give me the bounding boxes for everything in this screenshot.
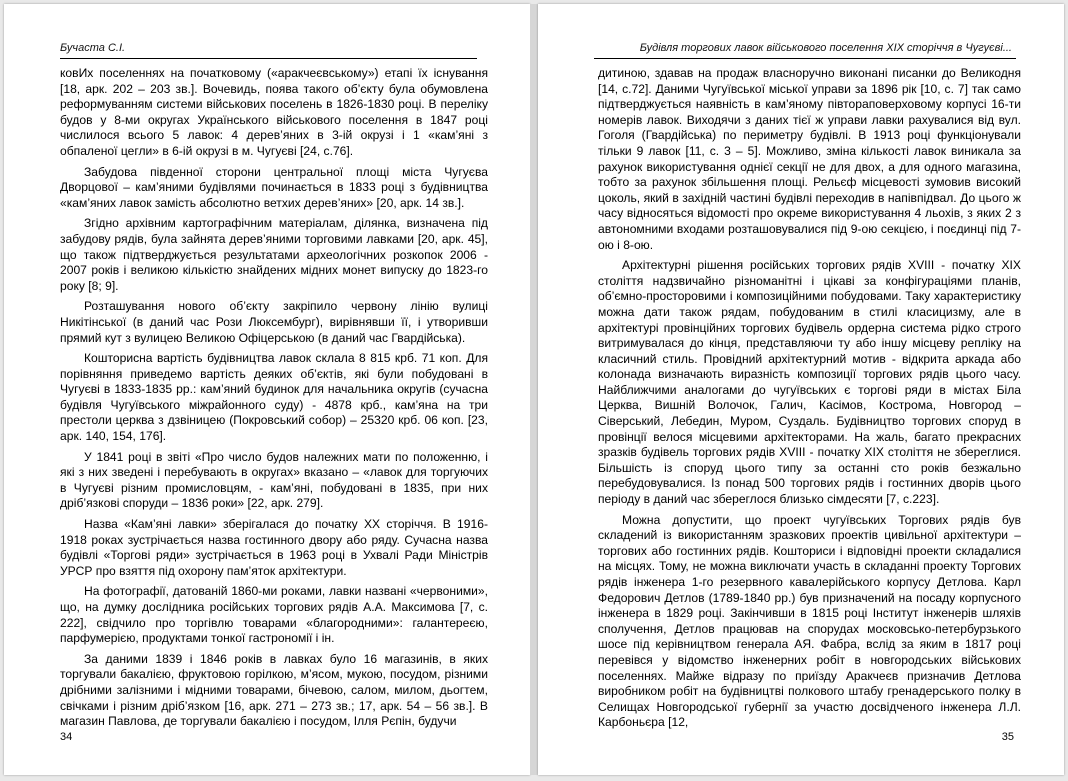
right-page-number: 35 bbox=[1001, 731, 1014, 743]
paragraph: Забудова південної сторони центральної площі міста Чугуєва Дворцової – кам’яними будівлями починається в 1833 році з будівництва «кам’яних лавок замість абсолютно ветхих дерев’яних» [20, арк. 14 зв.]. bbox=[60, 164, 488, 210]
left-page-number: 34 bbox=[60, 731, 73, 743]
right-page bbox=[538, 4, 1064, 775]
paragraph: У 1841 році в звіті «Про число будов належних мати по положенню, і які з них зведені і перебувають в округах» вказано – «лавок для торгуючих в Чугуєві різним промисловцям, - кам’яні, побудовані в 1835, при них дріб’язкові споруди – 1836 роки» [22, арк. 279]. bbox=[60, 449, 488, 511]
paragraph: дитиною, здавав на продаж власноручно виконані писанки до Великодня [14, с.72]. Даними Чугуївської міської управи за 1896 рік [10, с. 7] так само підтверджується наявність в кам’яному півтораповерховому корпусі 16-ти номерів лавок. Виходячи з даних тієї ж управи лавки рахувалися від вул. Гоголя (Гвардійська) по периметру будівлі. В 1913 році функціонували тільки 9 лавок [11, с. 3 – 5]. Можливо, зміна кількості лавок виникала за рахунок використування однієї секції не для двох, а для одного магазина, тобто за рахунок збільшення площі. Рельєф місцевості зумовив високий цоколь, який в західній частині будівлі переходив в напівпідвал. До цього ж часу відносяться відомості про окреме використування 4 льохів, з яких 2 з автономними входами розташовувалися під 9-ою секцією, і поєдинці під 7-ою і 8-ою. bbox=[598, 66, 1021, 252]
paragraph: Згідно архівним картографічним матеріалам, ділянка, визначена під забудову рядів, була зайнята дерев’яними торговими лавками [20, арк. 45], що також підтверджується результатами археологічних розкопок 2006 - 2007 років і великою кількістю знайдених мідних монет випуску до 1823-го року [8; 9]. bbox=[60, 216, 488, 293]
right-running-header: Будівля торгових лавок військового поселення XIX сторіччя в Чугуєві... bbox=[639, 42, 1012, 54]
paragraph: За даними 1839 і 1846 років в лавках було 16 магазинів, в яких торгували бакалією, фруктовою горілкою, м’ясом, мукою, посудом, різними дрібними залізними і мідними товарами, бічевою, салом, милом, дьогтем, свічками і різним дріб’язком [16, арк. 271 – 273 зв.; 17, арк. 54 – 56 зв.]. В магазин Павлова, де торгували бакалією і посудом, Ілля Рєпін, будучи bbox=[60, 651, 488, 729]
book-gutter bbox=[530, 4, 538, 775]
left-page-body bbox=[60, 66, 488, 735]
paragraph: ковИх поселеннях на початковому («аракчеєвському») етапі їх існування [18, арк. 202 – 203 зв.]. Вочевидь, поява такого об’єкту була обумовлена реформуванням системи військових поселень в 1826-1830 році. В переліку будов у 8-ми округах Українського військового поселення в 1847 році числилося всього 5 лавок: 4 дерев’яних в 3-ій окрузі і 1 «кам’яні з обпаленої цегли» в 6-ій окрузі в м. Чугуєві [24, с.76]. bbox=[60, 66, 488, 158]
left-page bbox=[4, 4, 530, 775]
right-page-body bbox=[598, 66, 1021, 736]
paragraph: Архітектурні рішення російських торгових рядів XVIII - початку XIX століття надзвичайно різноманітні і цікаві за конфігураціями планів, об’ємно-просторовими і композиційними побудовами. Таку характеристику можна дати також рядам, побудованим в стилі класицизму, але в архітектурі провінційних торгових будівель ордерна система рідко строго витримувалася до кінця, представляючи ту або іншу місцеву репліку на класичний стиль. Провідний архітектурний мотив - відкрита аркада або колонада визначають виразність композиції торгових рядів цього часу. Найближчими аналогами до чугуївських є торгові ряди в містах Біла Церква, Вишній Волочок, Галич, Касімов, Кострома, Новгород – Сіверський, Лебедин, Муром, Суздаль. Будівництво торгових споруд в провінції велося місцевими архітекторами. На жаль, багато прекрасних зразків будівель торгових рядів XVIII - початку XIX століття не збереглися. Більшість із споруд цього типу за останні сто років безжально перебудовувалися. Із понад 500 торгових рядів і гостинних дворів цього періоду в даний час збереглося близько сімдесяти [7, с.223]. bbox=[598, 258, 1021, 507]
paragraph: Кошторисна вартість будівництва лавок склала 8 815 крб. 71 коп. Для порівняння приведемо вартість деяких об’єктів, які були побудовані в Чугуєві в 1833-1835 рр.: кам’яний будинок для начальника округів (сучасна будівля Чугуївського міжрайонного суду) - 4878 крб., кам’яна на три престоли церква з дзвіницею (Покровський собор) – 25320 крб. 06 коп. [23, арк. 140, 154, 176]. bbox=[60, 351, 488, 444]
right-header-rule bbox=[594, 58, 1016, 59]
paragraph: Назва «Кам’яні лавки» зберігалася до початку ХХ сторіччя. В 1916-1918 роках зустрічається назва гостинного двору або ряду. Сучасна назва будівлі «Торгові ряди» зустрічається в 1963 році в Ухвалі Ради Міністрів УРСР про взяття під охорону пам’яток архітектури. bbox=[60, 517, 488, 578]
paragraph: Розташування нового об’єкту закріпило червону лінію вулиці Никітінської (в даний час Рози Люксембург), вирівнявши її, і утворивши прямий кут з вулицею Великою Офіцерською (в даний час Гвардійська). bbox=[60, 299, 488, 345]
paragraph: Можна допустити, що проект чугуївських Торгових рядів був складений із використанням зразкових проектів цивільної архітектури – торгових або гостинних рядів. Кошториси і відповідні проекти складалися на місцях. Тому, не можна виключати участь в складанні проекту Торгових рядів інженера 1-го резервного кавалерійського корпусу Детлова. Карл Федорович Детлов (1789-1840 рр.) був призначений на посаду корпусного інженера в 1829 році. Закінчивши в 1815 році Інститут інженерів шляхів сполучення, Детлов працював на спорудах московсько-петербурзького шосе під керівництвом генерала АЯ. Фабра, вслід за яким в 1817 році перевівся у відомство інженерних робіт в новгородських військових поселеннях. Майже відразу по приїзду Аракчеєв призначив Детлова виробником робіт на будівництві полкового штабу гренадерського полку в Селищах Новгородської губернії за участю досвідченого інженера Л.Л. Карбоньєра [12, bbox=[598, 512, 1021, 730]
left-running-header: Бучаста С.І. bbox=[60, 42, 126, 54]
paragraph: На фотографії, датованій 1860-ми роками, лавки названі «червоними», що, на думку дослідника російських торгових рядів А.А. Максимова [7, с. 222], свідчило про торгівлю товарами «благородними»: галантереєю, парфумерією, продуктами тонкої гастрономії і ін. bbox=[60, 584, 488, 646]
left-header-rule bbox=[60, 58, 477, 59]
